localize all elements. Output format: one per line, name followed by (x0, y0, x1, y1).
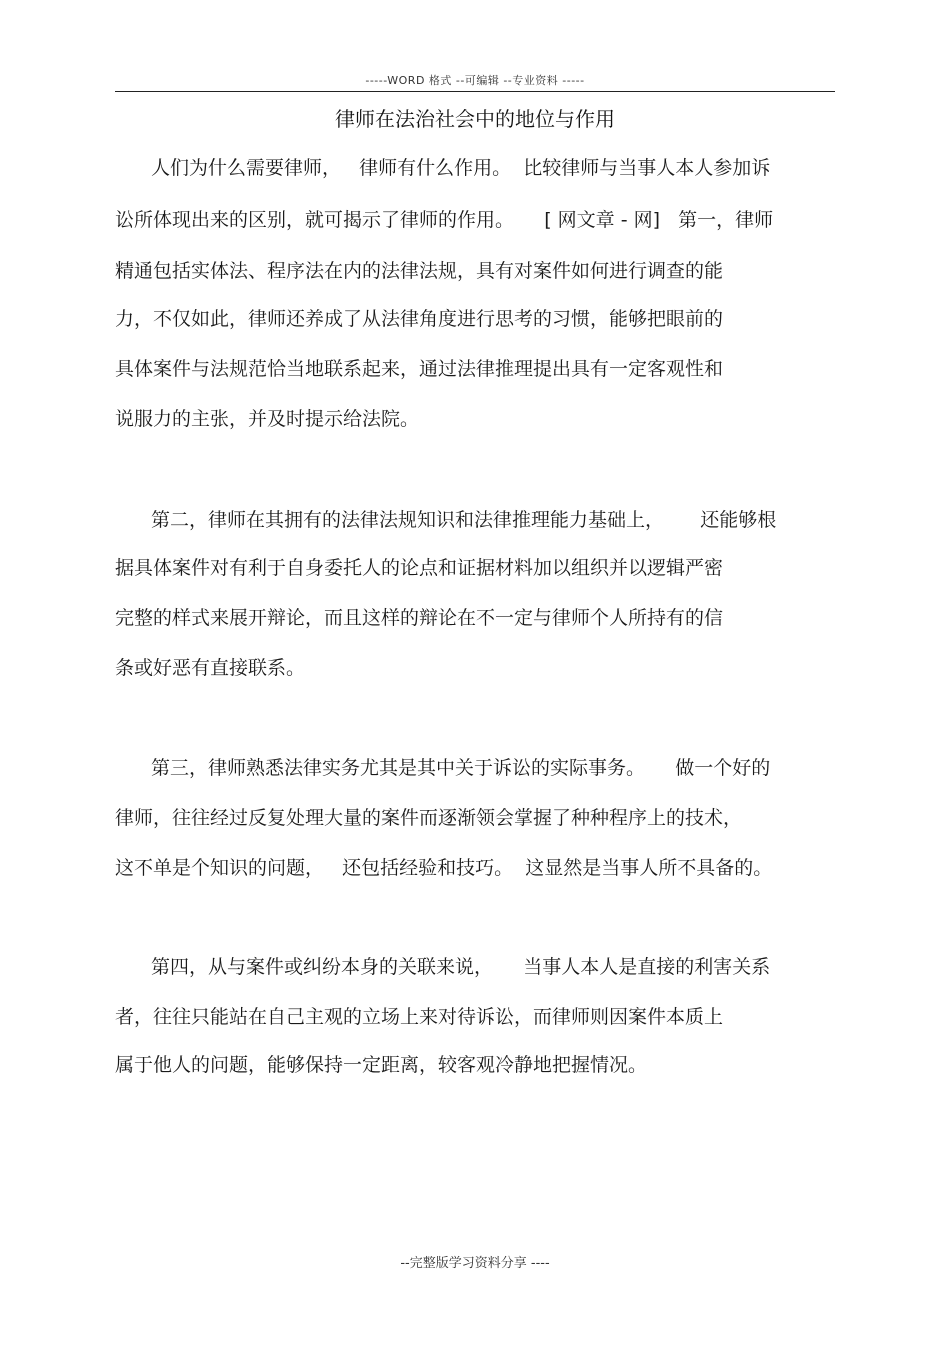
paragraph-line: 这不单是个知识的问题， 还包括经验和技巧。 这显然是当事人所不具备的。 (115, 857, 773, 879)
paragraph-line: 者，往往只能站在自己主观的立场上来对待诉讼，而律师则因案件本质上 (115, 1006, 724, 1028)
header-divider (115, 91, 835, 92)
paragraph-line: 第二，律师在其拥有的法律法规知识和法律推理能力基础上， 还能够根 (151, 509, 777, 531)
paragraph-line: 第三，律师熟悉法律实务尤其是其中关于诉讼的实际事务。 做一个好的 (151, 757, 771, 779)
paragraph-line: 具体案件与法规范恰当地联系起来，通过法律推理提出具有一定客观性和 (115, 358, 724, 380)
paragraph-line: 人们为什么需要律师， 律师有什么作用。 比较律师与当事人本人参加诉 (151, 157, 771, 179)
paragraph-line: 讼所体现出来的区别，就可揭示了律师的作用。 [ 网文章 - 网] 第一，律师 (115, 209, 774, 231)
paragraph-line: 精通包括实体法、程序法在内的法律法规，具有对案件如何进行调查的能 (115, 260, 724, 282)
page-header: -----WORD 格式 --可编辑 --专业资料 ----- (365, 74, 585, 87)
paragraph-line: 第四，从与案件或纠纷本身的关联来说， 当事人本人是直接的利害关系 (151, 956, 771, 978)
paragraph-line: 律师，往往经过反复处理大量的案件而逐渐领会掌握了种种程序上的技术， (115, 807, 743, 829)
paragraph-line: 说服力的主张，并及时提示给法院。 (115, 408, 420, 430)
paragraph-line: 条或好恶有直接联系。 (115, 657, 306, 679)
paragraph-line: 属于他人的问题，能够保持一定距离，较客观冷静地把握情况。 (115, 1054, 648, 1076)
paragraph-line: 完整的样式来展开辩论，而且这样的辩论在不一定与律师个人所持有的信 (115, 607, 724, 629)
paragraph-line: 力，不仅如此，律师还养成了从法律角度进行思考的习惯，能够把眼前的 (115, 308, 724, 330)
document-title: 律师在法治社会中的地位与作用 (335, 107, 615, 131)
page-footer: --完整版学习资料分享 ---- (400, 1256, 550, 1271)
paragraph-line: 据具体案件对有利于自身委托人的论点和证据材料加以组织并以逻辑严密 (115, 557, 724, 579)
